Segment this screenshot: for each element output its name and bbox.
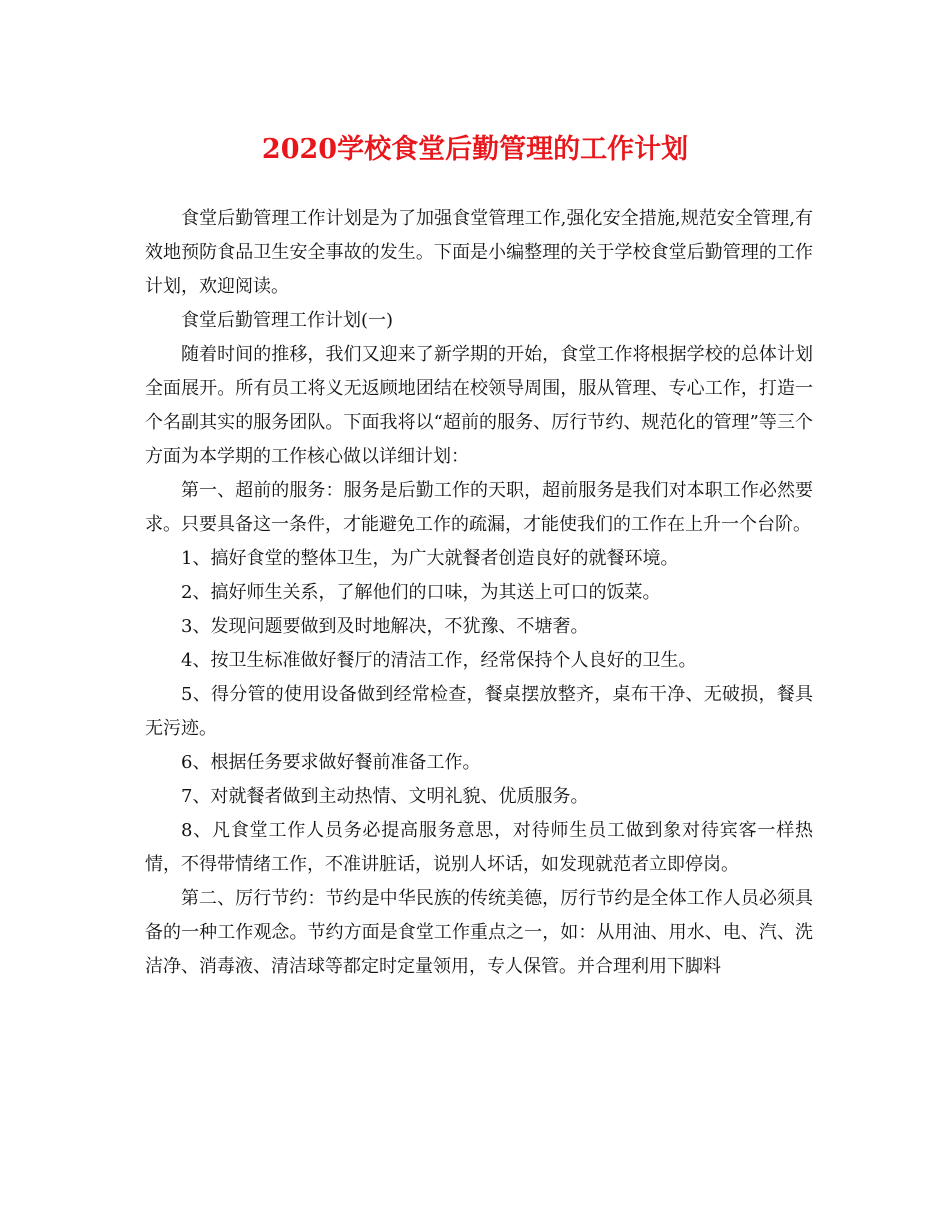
intro-paragraph: 食堂后勤管理工作计划是为了加强食堂管理工作,强化安全措施,规范安全管理,有效地预防食品卫生安全事故的发生。下面是小编整理的关于学校食堂后勤管理的工作计划，欢迎阅读。 bbox=[145, 208, 813, 297]
list-item: 7、对就餐者做到主动热情、文明礼貌、优质服务。 bbox=[181, 786, 589, 807]
paragraph: 随着时间的推移，我们又迎来了新学期的开始，食堂工作将根据学校的总体计划全面展开。所有员工将义无返顾地团结在校领导周围，服从管理、专心工作，打造一个名副其实的服务团队。下面我将以“超前的服务、厉行节约、规范化的管理”等三个方面为本学期的工作核心做以详细计划： bbox=[145, 344, 813, 467]
paragraph: 第二、厉行节约：节约是中华民族的传统美德，厉行节约是全体工作人员必须具备的一种工作观念。节约方面是食堂工作重点之一，如：从用油、用水、电、汽、洗洁净、消毒液、清洁球等都定时定量领用，专人保管。并合理利用下脚料 bbox=[145, 888, 813, 977]
document-title: 2020学校食堂后勤管理的工作计划 bbox=[261, 134, 689, 165]
paragraph: 第一、超前的服务：服务是后勤工作的天职，超前服务是我们对本职工作必然要求。只要具备这一条件，才能避免工作的疏漏，才能使我们的工作在上升一个台阶。 bbox=[145, 480, 813, 535]
document-body bbox=[145, 202, 813, 984]
list-item: 1、搞好食堂的整体卫生，为广大就餐者创造良好的就餐环境。 bbox=[181, 548, 679, 569]
list-item: 3、发现问题要做到及时地解决，不犹豫、不塘奢。 bbox=[181, 616, 589, 637]
list-item: 8、凡食堂工作人员务必提高服务意思，对待师生员工做到象对待宾客一样热情，不得带情绪工作，不准讲脏话，说别人坏话，如发现就范者立即停岗。 bbox=[145, 820, 813, 875]
section-heading: 食堂后勤管理工作计划(一) bbox=[181, 310, 394, 331]
list-item: 4、按卫生标准做好餐厅的清洁工作，经常保持个人良好的卫生。 bbox=[181, 650, 697, 671]
list-item: 2、搞好师生关系，了解他们的口味，为其送上可口的饭菜。 bbox=[181, 582, 661, 603]
list-item: 5、得分管的使用设备做到经常检查，餐桌摆放整齐，桌布干净、无破损，餐具无污迹。 bbox=[145, 684, 813, 739]
list-item: 6、根据任务要求做好餐前准备工作。 bbox=[181, 752, 481, 773]
